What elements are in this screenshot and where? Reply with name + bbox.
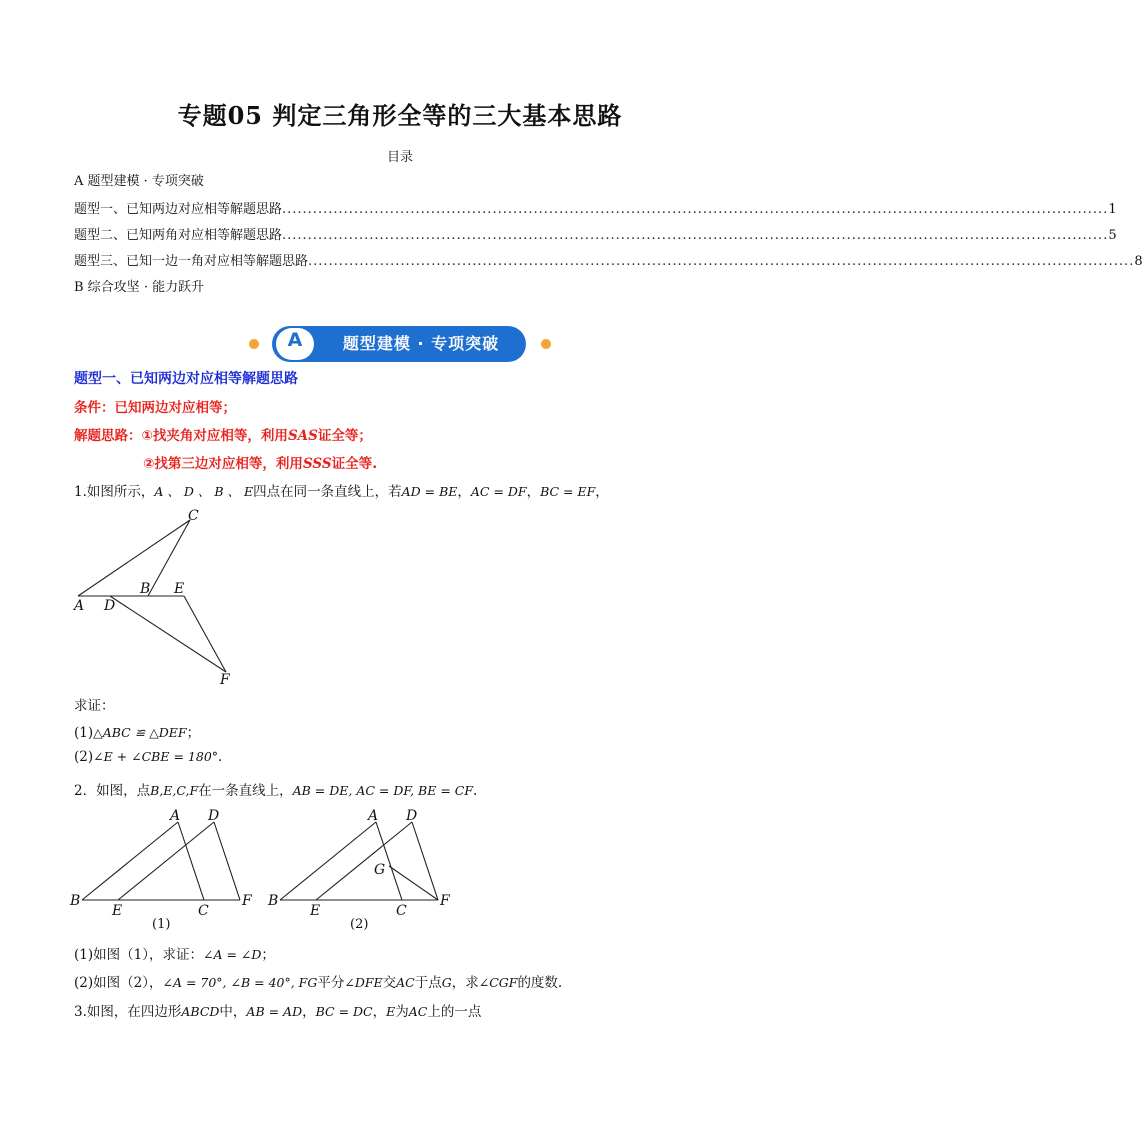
- q2-p2-target: ∠CGF: [478, 975, 518, 990]
- q3-e: E: [386, 1004, 396, 1019]
- method2-sss: SSS: [302, 456, 332, 472]
- q1-p1: △ABC ≌ △DEF: [93, 725, 187, 740]
- q1-statement: [74, 480, 609, 500]
- q3-mid: 中，: [219, 1004, 247, 1020]
- q2-p1-end: ；: [261, 947, 275, 963]
- q2-p2-mid2: 交: [382, 975, 397, 991]
- label-B: B: [70, 893, 81, 909]
- q2-p2-mid: 平分: [317, 975, 345, 991]
- banner-dot-left: [249, 339, 259, 349]
- q2-p2-angles: ∠A = 70°, ∠B = 40°, FG: [162, 975, 318, 990]
- banner-dot-right: [541, 339, 551, 349]
- q1-points: A 、 D 、 B 、 E: [154, 484, 254, 499]
- label-E: E: [174, 581, 185, 597]
- q1-p2: ∠E + ∠CBE = 180°: [93, 749, 219, 764]
- label-C: C: [396, 903, 407, 919]
- segment-BA: [82, 822, 178, 900]
- toc-item-page: 8: [1134, 254, 1143, 269]
- figure-caption: (2): [350, 917, 369, 932]
- q1-cond2: AC = DF: [470, 484, 527, 499]
- label-B: B: [140, 581, 151, 597]
- method2-pre: ②找第三边对应相等，利用: [143, 456, 303, 472]
- banner-letter: A: [287, 329, 303, 351]
- toc-item-text: 题型一、已知两边对应相等解题思路: [74, 202, 283, 217]
- toc-leader: .................................................................................................................................................................: [282, 202, 1109, 217]
- toc-leader: .................................................................................................................................................................: [282, 228, 1109, 243]
- label-A: A: [170, 808, 181, 824]
- label-G: G: [374, 862, 386, 878]
- q2-p2-ac: AC: [396, 975, 415, 990]
- q3-end2: 上的一点: [427, 1004, 482, 1020]
- label-E: E: [310, 903, 321, 919]
- label-C: C: [188, 508, 199, 524]
- q1-end: ，: [595, 484, 609, 500]
- segment-EF: [184, 596, 226, 672]
- toc-item-text: 题型三、已知一边一角对应相等解题思路: [74, 254, 309, 269]
- toc-item[interactable]: [74, 198, 1117, 217]
- q2-p1-pre: (1)如图（1），求证：: [74, 947, 203, 963]
- q3-sep: ，: [302, 1004, 316, 1020]
- q2-p2-mid3: 于点: [414, 975, 442, 991]
- q1-mid: 四点在同一条直线上，若: [253, 484, 402, 500]
- toc-label: 目录: [386, 150, 413, 165]
- q1-intro: 1.如图所示，: [74, 484, 155, 500]
- q1-sep1: ，: [457, 484, 471, 500]
- q1-figure: [70, 500, 250, 686]
- toc-item[interactable]: [74, 224, 1117, 243]
- q1-part1: [74, 721, 200, 741]
- segment-DF: [214, 822, 240, 900]
- label-D: D: [406, 808, 418, 824]
- q2-figure-2: [264, 804, 464, 934]
- method-label: 解题思路：: [74, 428, 142, 444]
- toc-item-page: 5: [1108, 228, 1117, 243]
- segment-DF: [110, 596, 226, 672]
- q2-figure-1: [66, 804, 266, 934]
- toc-item-text: 题型二、已知两角对应相等解题思路: [74, 228, 283, 243]
- q2-p2-g: G: [441, 975, 452, 990]
- method-line-1: [74, 424, 372, 444]
- q2-p2-ang: ∠DFE: [344, 975, 383, 990]
- label-A: A: [368, 808, 379, 824]
- method-line-2: [143, 452, 377, 472]
- label-D: D: [208, 808, 220, 824]
- label-D: D: [104, 598, 116, 614]
- q2-p2-mid4: ，求: [451, 975, 479, 991]
- toc-item-page: 1: [1108, 202, 1117, 217]
- figure-caption: (1): [152, 917, 171, 932]
- q2-part2: [74, 971, 562, 991]
- segment-DF: [412, 822, 438, 900]
- q3-ac: AC: [408, 1004, 428, 1019]
- q2-end: .: [473, 783, 478, 799]
- q2-points: B,E,C,F: [150, 783, 199, 798]
- q3-quad: ABCD: [181, 1004, 220, 1019]
- q2-p2-pre: (2)如图（2），: [74, 975, 163, 991]
- q2-conds: AB = DE, AC = DF, BE = CF: [292, 783, 474, 798]
- q2-part1: [74, 943, 275, 963]
- q1-p2-end: .: [218, 749, 223, 765]
- label-E: E: [112, 903, 123, 919]
- label-F: F: [242, 893, 252, 909]
- q1-cond1: AD = BE: [401, 484, 458, 499]
- q1-cond3: BC = EF: [540, 484, 596, 499]
- q3-statement: [74, 1000, 481, 1020]
- q3-end: 为: [395, 1004, 409, 1020]
- q3-intro: 3.如图，在四边形: [74, 1004, 182, 1020]
- label-C: C: [198, 903, 209, 919]
- condition-line: 条件：已知两边对应相等；: [74, 400, 236, 416]
- label-F: F: [440, 893, 450, 909]
- label-A: A: [74, 598, 85, 614]
- toc-section-a: A 题型建模 · 专项突破: [74, 174, 204, 189]
- page-title: 专题05 判定三角形全等的三大基本思路: [177, 101, 623, 130]
- q1-p1-pre: (1): [74, 725, 94, 741]
- banner-text: 题型建模 · 专项突破: [342, 334, 500, 353]
- q3-sep2: ，: [372, 1004, 387, 1020]
- q3-c2: BC = DC: [315, 1004, 373, 1019]
- method1-sas: SAS: [287, 428, 318, 444]
- toc-item[interactable]: [74, 250, 1143, 269]
- q2-p2-end: 的度数.: [517, 975, 563, 991]
- q2-statement: [74, 779, 477, 799]
- toc-leader: .................................................................................................................................................................: [308, 254, 1135, 269]
- q2-p1: ∠A = ∠D: [202, 947, 262, 962]
- q2-intro: 2．如图，点: [74, 783, 151, 799]
- label-F: F: [220, 672, 230, 688]
- q1-sep2: ，: [526, 484, 541, 500]
- segment-BA: [280, 822, 376, 900]
- method1-post: 证全等；: [317, 428, 372, 444]
- q1-p1-end: ；: [186, 725, 201, 741]
- q1-prove: 求证：: [74, 698, 115, 714]
- section-heading: 题型一、已知两边对应相等解题思路: [74, 371, 298, 387]
- label-B: B: [268, 893, 279, 909]
- q3-c1: AB = AD: [246, 1004, 303, 1019]
- method1-pre: ①找夹角对应相等，利用: [141, 428, 288, 444]
- q2-mid: 在一条直线上，: [198, 783, 293, 799]
- q1-p2-pre: (2): [74, 749, 94, 765]
- toc-section-b: B 综合攻坚 · 能力跃升: [74, 280, 205, 295]
- method2-post: 证全等.: [331, 456, 378, 472]
- q1-part2: [74, 749, 222, 765]
